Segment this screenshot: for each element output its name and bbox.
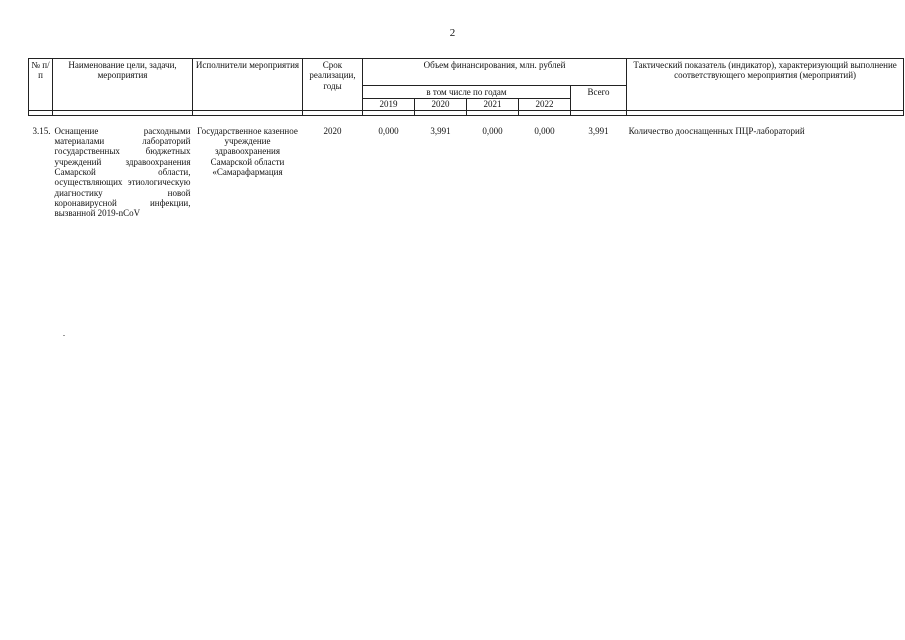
- header-num: № п/п: [29, 59, 53, 111]
- header-year-2021: 2021: [467, 99, 519, 110]
- value-2022: 0,000: [534, 125, 555, 136]
- scan-mark: [63, 335, 65, 336]
- header-year-2022: 2022: [519, 99, 571, 110]
- header-year-2019: 2019: [363, 99, 415, 110]
- value-2021: 0,000: [482, 125, 503, 136]
- header-indicator: Тактический показатель (индикатор), характеризующий выполнение соответствующего мероприятия (мероприятий): [627, 59, 904, 111]
- measure-name: Оснащение расходными материалами лабораторий государственных бюджетных учреждений здравоохранения Самарской области, осуществляющих этиологическую диагностику новой коронавирусной инфекции, вызванной 2019-nCoV: [54, 125, 191, 219]
- executor: Государственное казенное учреждение здравоохранения Самарской области «Самарафармация: [197, 125, 298, 178]
- page-number: 2: [449, 27, 456, 39]
- header-total: Всего: [571, 86, 627, 111]
- value-2019: 0,000: [378, 125, 399, 136]
- header-name: Наименование цели, задачи, мероприятия: [53, 59, 193, 111]
- value-total: 3,991: [588, 125, 609, 136]
- table-row: [29, 126, 904, 219]
- term-value: 2020: [323, 125, 342, 136]
- header-term: Срок реализации, годы: [303, 59, 363, 111]
- financing-table: [28, 58, 904, 219]
- header-year-2020: 2020: [415, 99, 467, 110]
- indicator-value: Количество дооснащенных ПЦР-лабораторий: [628, 125, 805, 136]
- header-executors: Исполнители мероприятия: [193, 59, 303, 111]
- value-2020: 3,991: [430, 125, 451, 136]
- header-financing: Объем финансирования, млн. рублей: [363, 59, 627, 86]
- row-number: 3.15.: [32, 125, 51, 136]
- header-by-years: в том числе по годам: [363, 86, 571, 99]
